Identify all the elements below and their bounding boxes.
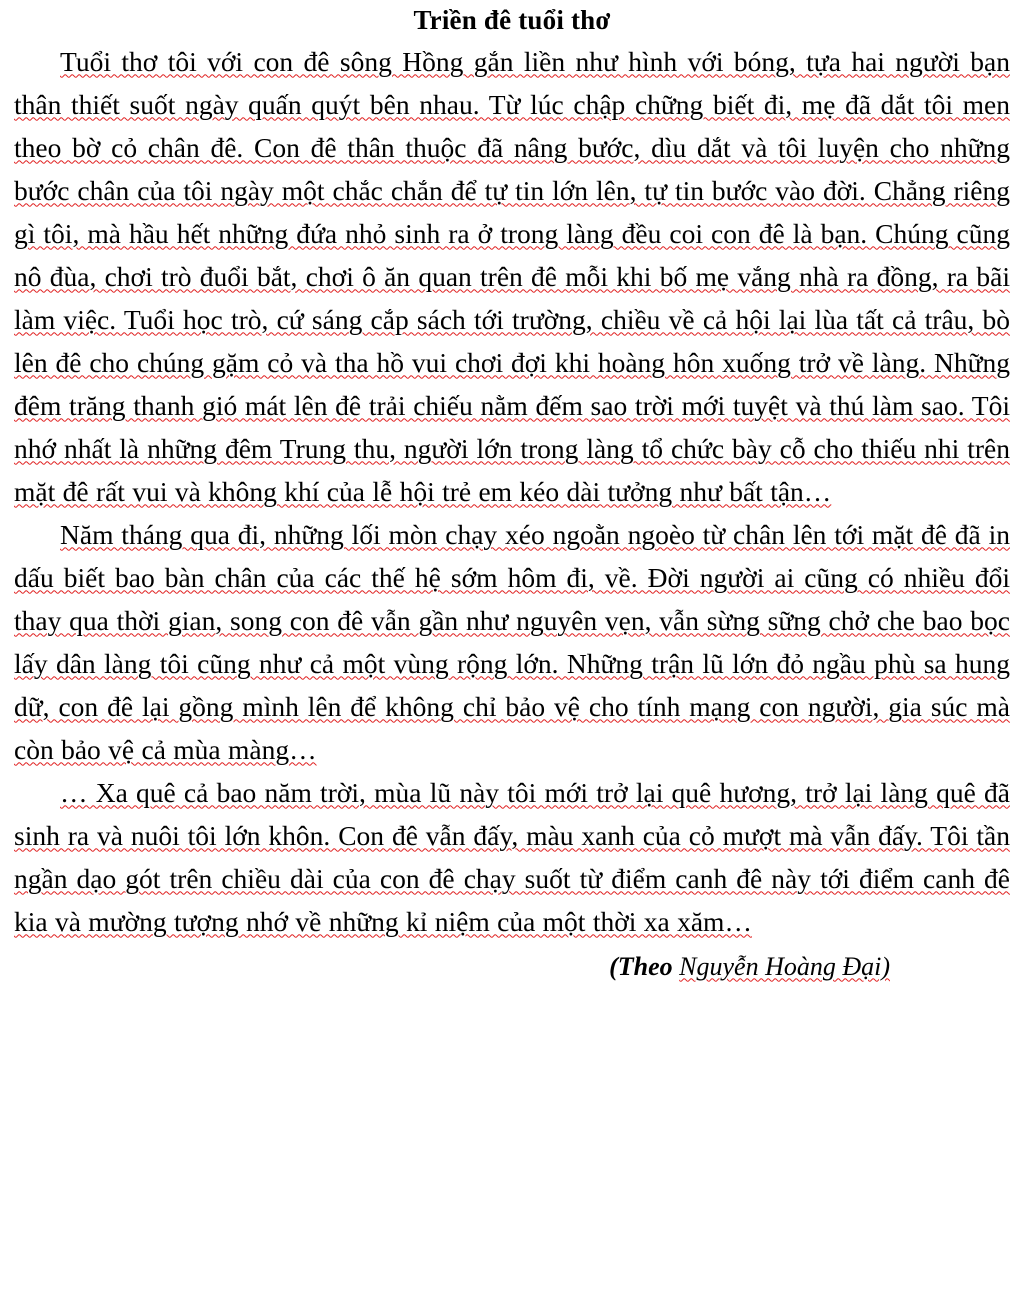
attribution-prefix: (Theo <box>609 951 673 981</box>
paragraph-2: Năm tháng qua đi, những lối mòn chạy xéo ngoằn ngoèo từ chân lên tới mặt đê đã in dấu biết bao bàn chân của các thế hệ sớm hôm đi, về. Đời người ai cũng có nhiều đổi thay qua thời gian, song con đê vẫn gần như nguyên vẹn, vẫn sừng sững chở che bao bọc lấy dân làng tôi cũng như cả một vùng rộng lớn. Những trận lũ lớn đỏ ngầu phù sa hung dữ, con đê lại gồng mình lên để không chỉ bảo vệ cho tính mạng con người, gia súc mà còn bảo vệ cả mùa màng… <box>14 518 1010 765</box>
paragraph-1: Tuổi thơ tôi với con đê sông Hồng gắn liền như hình với bóng, tựa hai người bạn thân thiết suốt ngày quấn quýt bên nhau. Từ lúc chập chững biết đi, mẹ đã dắt tôi men theo bờ cỏ chân đê. Con đê thân thuộc đã nâng bước, dìu dắt và tôi luyện cho những bước chân của tôi ngày một chắc chắn để tự tin lớn lên, tự tin bước vào đời. Chẳng riêng gì tôi, mà hầu hết những đứa nhỏ sinh ra ở trong làng đều coi con đê là bạn. Chúng cũng nô đùa, chơi trò đuổi bắt, chơi ô ăn quan trên đê mỗi khi bố mẹ vắng nhà ra đồng, ra bãi làm việc. Tuổi học trò, cứ sáng cắp sách tới trường, chiều về cả hội lại lùa tất cả trâu, bò lên đê cho chúng gặm cỏ và tha hồ vui chơi đợi khi hoàng hôn xuống trở về làng. Những đêm trăng thanh gió mát lên đê trải chiếu nằm đếm sao trời mới tuyệt và thú làm sao. Tôi nhớ nhất là những đêm Trung thu, người lớn trong làng tổ chức bày cỗ cho thiếu nhi trên mặt đê rất vui và không khí của lễ hội trẻ em kéo dài tưởng như bất tận… <box>14 45 1010 507</box>
paragraph-3: … Xa quê cả bao năm trời, mùa lũ này tôi mới trở lại quê hương, trở lại làng quê đã sinh ra và nuôi tôi lớn khôn. Con đê vẫn đấy, màu xanh của cỏ mượt mà vẫn đấy. Tôi tần ngần dạo gót trên chiều dài của con đê chạy suốt từ điểm canh đê này tới điểm canh đê kia và mường tượng nhớ về những kỉ niệm của một thời xa xăm… <box>14 776 1010 937</box>
page-title: Triền đê tuổi thơ <box>413 5 611 35</box>
attribution <box>14 947 1010 987</box>
attribution-author: Nguyễn Hoàng Đại) <box>679 951 890 981</box>
